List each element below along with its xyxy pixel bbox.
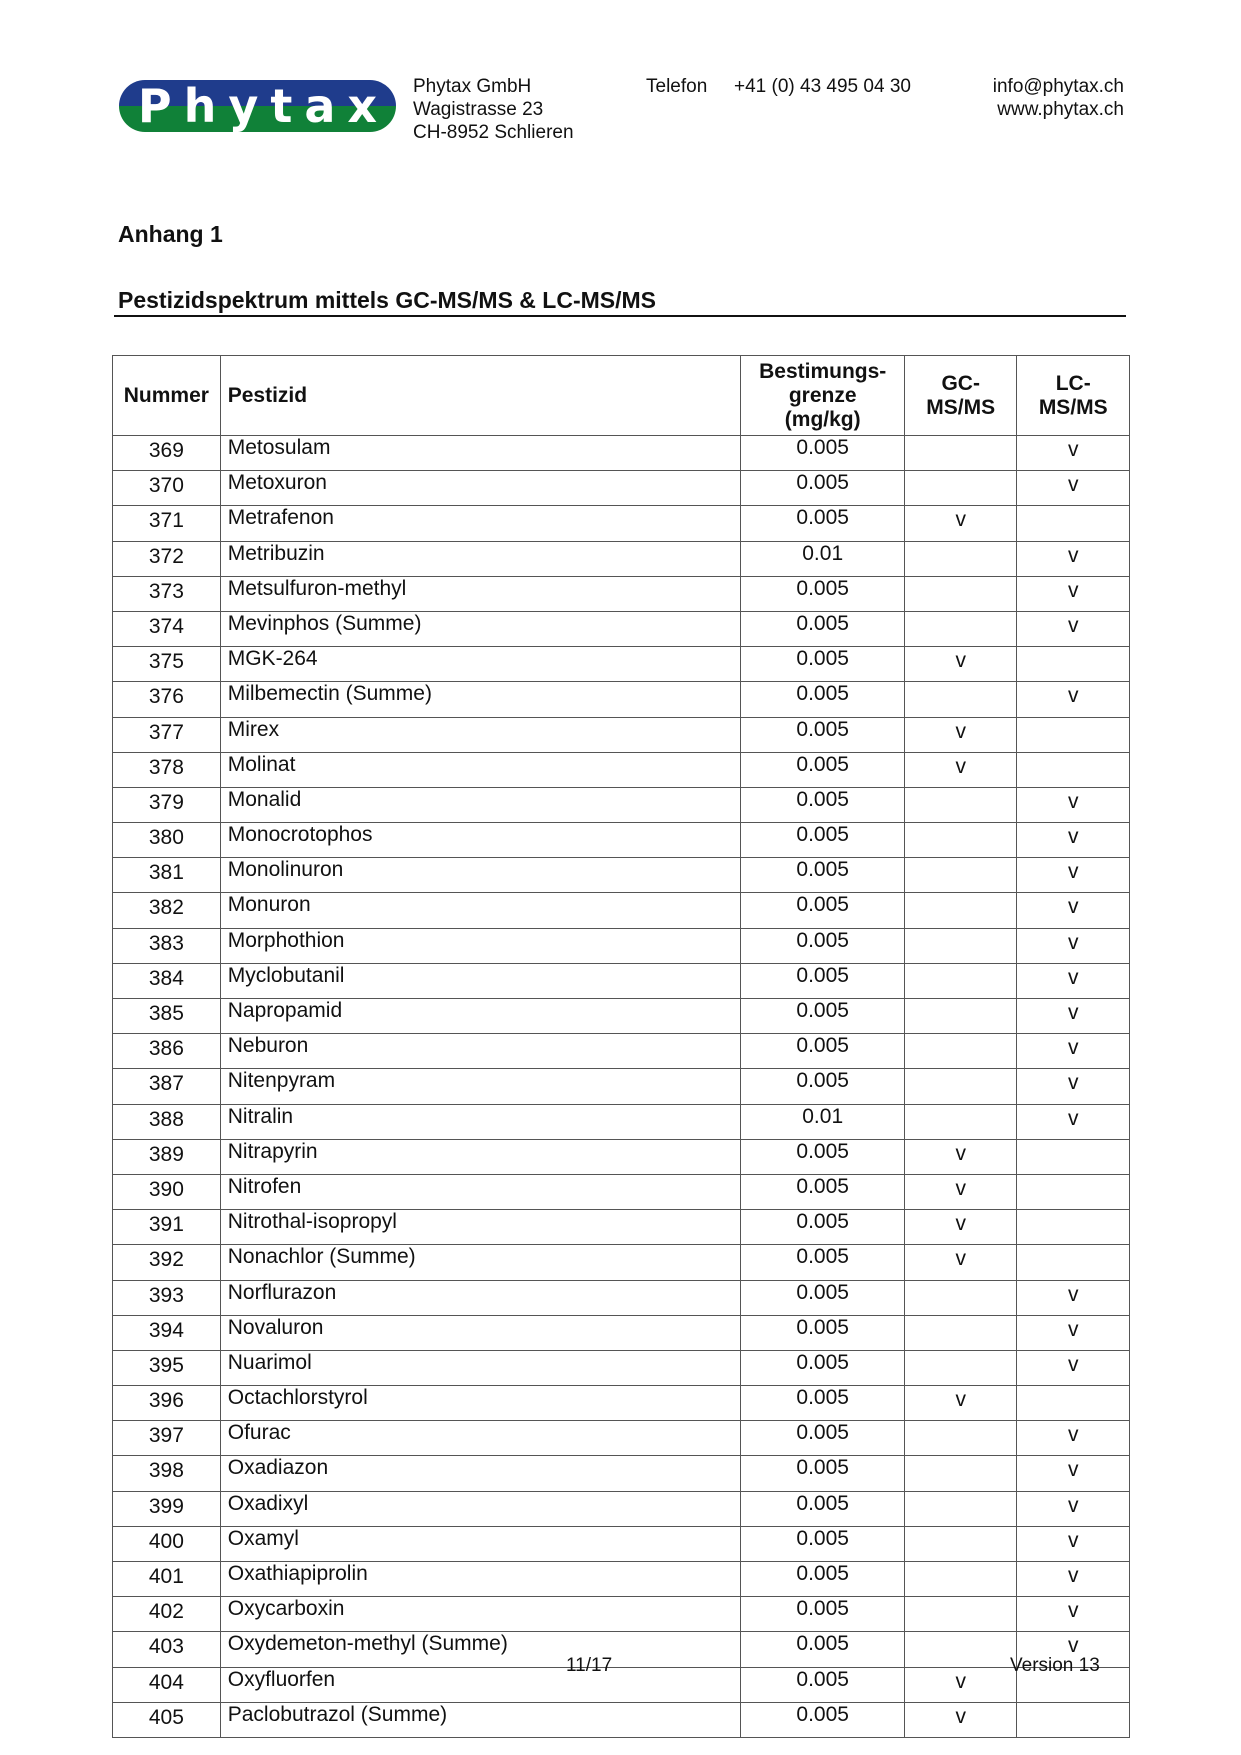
row-pesticide: Ofurac: [220, 1421, 741, 1456]
row-number: 373: [113, 576, 221, 611]
row-lc-check: v: [1017, 1034, 1130, 1069]
row-lc-check: [1017, 752, 1130, 787]
row-lod: 0.005: [741, 471, 905, 506]
row-gc-check: [904, 471, 1016, 506]
header-lod: [741, 356, 905, 436]
phone-number: +41 (0) 43 495 04 30: [734, 76, 911, 97]
row-lod: 0.005: [741, 1562, 905, 1597]
row-number: 386: [113, 1034, 221, 1069]
row-lod: 0.005: [741, 576, 905, 611]
section-heading: Anhang 1: [118, 221, 223, 247]
row-lc-check: [1017, 1210, 1130, 1245]
row-lc-check: v: [1017, 787, 1130, 822]
row-pesticide: Monalid: [220, 787, 741, 822]
row-lc-check: v: [1017, 1315, 1130, 1350]
row-gc-check: [904, 576, 1016, 611]
table-row: [113, 506, 1130, 541]
row-lc-check: v: [1017, 1562, 1130, 1597]
row-number: 377: [113, 717, 221, 752]
row-pesticide: Nitralin: [220, 1104, 741, 1139]
row-number: 394: [113, 1315, 221, 1350]
row-pesticide: Metribuzin: [220, 541, 741, 576]
company-address: [413, 75, 574, 144]
row-gc-check: [904, 928, 1016, 963]
row-lod: 0.005: [741, 1210, 905, 1245]
table-row: [113, 576, 1130, 611]
row-number: 378: [113, 752, 221, 787]
row-lc-check: v: [1017, 541, 1130, 576]
row-number: 369: [113, 436, 221, 471]
header-pesticide: Pestizid: [220, 356, 741, 436]
row-number: 401: [113, 1562, 221, 1597]
row-gc-check: v: [904, 1702, 1016, 1737]
row-lc-check: v: [1017, 471, 1130, 506]
row-number: 384: [113, 963, 221, 998]
row-pesticide: Nitrothal-isopropyl: [220, 1210, 741, 1245]
row-lod: 0.005: [741, 752, 905, 787]
row-lc-check: v: [1017, 1280, 1130, 1315]
email-link[interactable]: info@phytax.ch: [992, 76, 1124, 97]
table-row: [113, 717, 1130, 752]
row-pesticide: MGK-264: [220, 647, 741, 682]
row-gc-check: [904, 1280, 1016, 1315]
row-number: 379: [113, 787, 221, 822]
company-street: Wagistrasse 23: [413, 99, 544, 120]
header-lod-line3: (mg/kg): [784, 407, 861, 431]
row-number: 370: [113, 471, 221, 506]
row-pesticide: Neburon: [220, 1034, 741, 1069]
row-lc-check: v: [1017, 893, 1130, 928]
row-lc-check: v: [1017, 1526, 1130, 1561]
row-pesticide: Metrafenon: [220, 506, 741, 541]
row-lod: 0.005: [741, 1421, 905, 1456]
row-number: 380: [113, 823, 221, 858]
table-row: [113, 682, 1130, 717]
table-row: [113, 1280, 1130, 1315]
page-title: Pestizidspektrum mittels GC-MS/MS & LC-MS/MS: [118, 287, 657, 313]
row-pesticide: Nitrapyrin: [220, 1139, 741, 1174]
row-gc-check: v: [904, 1386, 1016, 1421]
row-lod: 0.005: [741, 858, 905, 893]
table-row: [113, 858, 1130, 893]
row-lc-check: v: [1017, 1597, 1130, 1632]
row-pesticide: Oxyfluorfen: [220, 1667, 741, 1702]
row-lod: 0.005: [741, 787, 905, 822]
row-lc-check: v: [1017, 1491, 1130, 1526]
row-lod: 0.005: [741, 928, 905, 963]
row-pesticide: Molinat: [220, 752, 741, 787]
table-row: [113, 963, 1130, 998]
row-lod: 0.005: [741, 823, 905, 858]
row-number: 389: [113, 1139, 221, 1174]
row-gc-check: v: [904, 752, 1016, 787]
page-number: 11/17: [566, 1655, 613, 1676]
table-row: [113, 1456, 1130, 1491]
row-number: 375: [113, 647, 221, 682]
document-version: Version 13: [1010, 1655, 1100, 1676]
row-gc-check: [904, 1562, 1016, 1597]
row-pesticide: Paclobutrazol (Summe): [220, 1702, 741, 1737]
row-number: 404: [113, 1667, 221, 1702]
row-pesticide: Myclobutanil: [220, 963, 741, 998]
row-gc-check: [904, 1632, 1016, 1667]
row-gc-check: [904, 1350, 1016, 1385]
row-pesticide: Milbemectin (Summe): [220, 682, 741, 717]
contact-web: [993, 75, 1124, 121]
row-lod: 0.005: [741, 1139, 905, 1174]
row-lod: 0.005: [741, 1491, 905, 1526]
row-lod: 0.005: [741, 647, 905, 682]
logo-text: Phytax: [137, 80, 390, 132]
row-gc-check: [904, 1526, 1016, 1561]
row-lc-check: [1017, 647, 1130, 682]
table-row: [113, 647, 1130, 682]
table-header-row: [113, 356, 1130, 436]
row-gc-check: v: [904, 1667, 1016, 1702]
row-pesticide: Norflurazon: [220, 1280, 741, 1315]
row-pesticide: Nitenpyram: [220, 1069, 741, 1104]
row-lod: 0.005: [741, 506, 905, 541]
table-row: [113, 471, 1130, 506]
header-lc: [1017, 356, 1130, 436]
row-number: 402: [113, 1597, 221, 1632]
table-row: [113, 752, 1130, 787]
website-link[interactable]: www.phytax.ch: [997, 99, 1124, 120]
row-pesticide: Mirex: [220, 717, 741, 752]
row-gc-check: v: [904, 1245, 1016, 1280]
row-lc-check: v: [1017, 823, 1130, 858]
row-pesticide: Napropamid: [220, 999, 741, 1034]
row-lod: 0.005: [741, 1597, 905, 1632]
row-lc-check: v: [1017, 1350, 1130, 1385]
row-gc-check: [904, 787, 1016, 822]
row-number: 398: [113, 1456, 221, 1491]
row-number: 383: [113, 928, 221, 963]
row-gc-check: [904, 1491, 1016, 1526]
table-row: [113, 1350, 1130, 1385]
row-lc-check: v: [1017, 682, 1130, 717]
table-row: [113, 541, 1130, 576]
row-lc-check: [1017, 1139, 1130, 1174]
row-number: 382: [113, 893, 221, 928]
row-number: 399: [113, 1491, 221, 1526]
row-lod: 0.005: [741, 1526, 905, 1561]
phone-label: Telefon: [646, 76, 708, 97]
row-lc-check: v: [1017, 1456, 1130, 1491]
row-number: 381: [113, 858, 221, 893]
row-gc-check: [904, 541, 1016, 576]
row-lod: 0.005: [741, 963, 905, 998]
row-gc-check: [904, 1456, 1016, 1491]
row-number: 391: [113, 1210, 221, 1245]
row-pesticide: Metoxuron: [220, 471, 741, 506]
row-gc-check: v: [904, 717, 1016, 752]
row-pesticide: Nuarimol: [220, 1350, 741, 1385]
header-lod-line2: grenze: [788, 383, 857, 407]
row-pesticide: Metsulfuron-methyl: [220, 576, 741, 611]
row-lc-check: v: [1017, 963, 1130, 998]
row-gc-check: v: [904, 647, 1016, 682]
row-lod: 0.005: [741, 1034, 905, 1069]
row-lc-check: [1017, 717, 1130, 752]
row-lc-check: v: [1017, 1632, 1130, 1667]
row-gc-check: [904, 1034, 1016, 1069]
row-number: 376: [113, 682, 221, 717]
table-row: [113, 1104, 1130, 1139]
row-lod: 0.005: [741, 893, 905, 928]
row-lod: 0.005: [741, 1350, 905, 1385]
table-row: [113, 893, 1130, 928]
header-gc-line2: MS/MS: [926, 395, 996, 419]
row-pesticide: Nitrofen: [220, 1174, 741, 1209]
row-gc-check: [904, 999, 1016, 1034]
row-lc-check: v: [1017, 1421, 1130, 1456]
table-row: [113, 1315, 1130, 1350]
title-underline: [114, 315, 1126, 317]
row-lod: 0.005: [741, 1280, 905, 1315]
row-gc-check: [904, 1104, 1016, 1139]
row-lod: 0.005: [741, 1632, 905, 1667]
row-gc-check: [904, 682, 1016, 717]
row-lod: 0.005: [741, 717, 905, 752]
header-lc-line2: MS/MS: [1038, 395, 1108, 419]
row-lod: 0.005: [741, 436, 905, 471]
row-pesticide: Metosulam: [220, 436, 741, 471]
row-gc-check: [904, 436, 1016, 471]
table-row: [113, 1526, 1130, 1561]
row-lod: 0.005: [741, 1174, 905, 1209]
row-lc-check: [1017, 506, 1130, 541]
row-gc-check: v: [904, 1139, 1016, 1174]
table-row: [113, 1491, 1130, 1526]
row-lod: 0.005: [741, 682, 905, 717]
row-pesticide: Oxamyl: [220, 1526, 741, 1561]
table-row: [113, 1210, 1130, 1245]
row-lc-check: [1017, 1386, 1130, 1421]
row-lod: 0.005: [741, 1667, 905, 1702]
row-lc-check: v: [1017, 576, 1130, 611]
row-pesticide: Oxydemeton-methyl (Summe): [220, 1632, 741, 1667]
row-number: 397: [113, 1421, 221, 1456]
row-lc-check: v: [1017, 999, 1130, 1034]
row-gc-check: [904, 1597, 1016, 1632]
company-name: Phytax GmbH: [413, 76, 532, 97]
table-row: [113, 1562, 1130, 1597]
header-lc-line1: LC-: [1055, 371, 1091, 395]
header-gc: [904, 356, 1016, 436]
row-pesticide: Oxathiapiprolin: [220, 1562, 741, 1597]
row-lod: 0.005: [741, 611, 905, 646]
header-number: Nummer: [113, 356, 221, 436]
header-lod-line1: Bestimungs-: [759, 359, 887, 383]
table-row: [113, 1245, 1130, 1280]
table-row: [113, 1069, 1130, 1104]
row-number: 400: [113, 1526, 221, 1561]
row-lc-check: [1017, 1702, 1130, 1737]
row-lc-check: v: [1017, 858, 1130, 893]
row-lc-check: [1017, 1245, 1130, 1280]
row-gc-check: [904, 963, 1016, 998]
table-row: [113, 1597, 1130, 1632]
row-lod: 0.005: [741, 1456, 905, 1491]
row-gc-check: [904, 1421, 1016, 1456]
row-gc-check: [904, 1315, 1016, 1350]
pesticide-table: [112, 355, 1130, 1738]
row-pesticide: Monolinuron: [220, 858, 741, 893]
row-number: 374: [113, 611, 221, 646]
row-pesticide: Monocrotophos: [220, 823, 741, 858]
row-number: 372: [113, 541, 221, 576]
row-number: 387: [113, 1069, 221, 1104]
row-gc-check: [904, 1069, 1016, 1104]
table-row: [113, 436, 1130, 471]
table-row: [113, 787, 1130, 822]
company-city: CH-8952 Schlieren: [413, 122, 574, 143]
row-lc-check: [1017, 1174, 1130, 1209]
row-number: 393: [113, 1280, 221, 1315]
row-number: 392: [113, 1245, 221, 1280]
row-lod: 0.005: [741, 1702, 905, 1737]
row-lc-check: v: [1017, 1069, 1130, 1104]
row-pesticide: Oxadiazon: [220, 1456, 741, 1491]
table-row: [113, 1139, 1130, 1174]
row-lod: 0.005: [741, 1245, 905, 1280]
row-lod: 0.005: [741, 999, 905, 1034]
row-gc-check: [904, 823, 1016, 858]
row-number: 403: [113, 1632, 221, 1667]
row-lod: 0.005: [741, 1315, 905, 1350]
row-gc-check: [904, 858, 1016, 893]
table-row: [113, 1632, 1130, 1667]
row-pesticide: Oxadixyl: [220, 1491, 741, 1526]
table-row: [113, 1421, 1130, 1456]
row-gc-check: [904, 611, 1016, 646]
row-pesticide: Oxycarboxin: [220, 1597, 741, 1632]
table-row: [113, 611, 1130, 646]
row-lod: 0.01: [741, 541, 905, 576]
table-row: [113, 1667, 1130, 1702]
table-row: [113, 1174, 1130, 1209]
row-lc-check: v: [1017, 928, 1130, 963]
row-number: 371: [113, 506, 221, 541]
row-gc-check: v: [904, 506, 1016, 541]
row-pesticide: Monuron: [220, 893, 741, 928]
row-pesticide: Nonachlor (Summe): [220, 1245, 741, 1280]
row-number: 385: [113, 999, 221, 1034]
row-gc-check: v: [904, 1174, 1016, 1209]
row-lc-check: v: [1017, 436, 1130, 471]
header-gc-line1: GC-: [941, 371, 980, 395]
row-lod: 0.005: [741, 1386, 905, 1421]
table-row: [113, 1702, 1130, 1737]
row-gc-check: v: [904, 1210, 1016, 1245]
table-row: [113, 823, 1130, 858]
row-lc-check: v: [1017, 1104, 1130, 1139]
row-lod: 0.01: [741, 1104, 905, 1139]
row-number: 396: [113, 1386, 221, 1421]
table-row: [113, 999, 1130, 1034]
row-number: 395: [113, 1350, 221, 1385]
row-lod: 0.005: [741, 1069, 905, 1104]
row-pesticide: Novaluron: [220, 1315, 741, 1350]
company-logo: [119, 80, 396, 132]
row-number: 390: [113, 1174, 221, 1209]
row-lc-check: v: [1017, 611, 1130, 646]
table-row: [113, 1386, 1130, 1421]
row-pesticide: Octachlorstyrol: [220, 1386, 741, 1421]
row-gc-check: [904, 893, 1016, 928]
table-row: [113, 928, 1130, 963]
table-row: [113, 1034, 1130, 1069]
row-pesticide: Mevinphos (Summe): [220, 611, 741, 646]
row-number: 405: [113, 1702, 221, 1737]
row-pesticide: Morphothion: [220, 928, 741, 963]
row-number: 388: [113, 1104, 221, 1139]
